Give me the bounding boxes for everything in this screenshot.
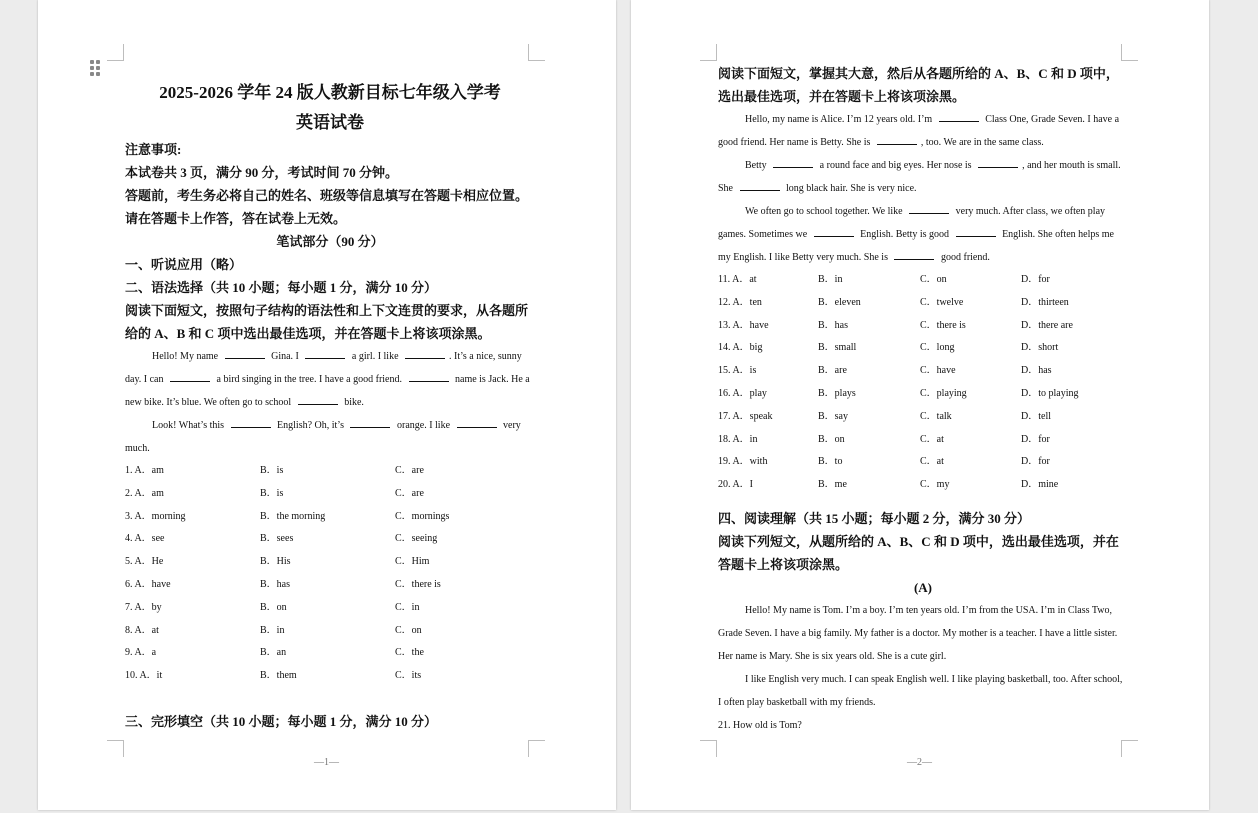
answer-blank (298, 395, 338, 405)
question-row: 13. A．have B．has C．there is D．there are (718, 319, 1073, 331)
question-21: 21. How old is Tom? (718, 719, 802, 731)
margin-corner-bottom-left (107, 740, 124, 757)
written-part-heading: 笔试部分（90 分） (276, 234, 384, 249)
question-row: 6. A．have B．has C．there is (125, 578, 441, 590)
section-4-heading: 四、阅读理解（共 15 小题；每小题 2 分，满分 30 分） (718, 510, 1031, 526)
question-row: 2. A．am B．is C．are (125, 487, 424, 499)
answer-blank (350, 418, 390, 428)
notice-heading: 注意事项: (125, 142, 182, 157)
question-row: 8. A．at B．in C．on (125, 624, 422, 636)
question-row: 12. A．ten B．eleven C．twelve D．thirteen (718, 296, 1069, 308)
answer-blank (894, 250, 934, 260)
answer-blank (305, 349, 345, 359)
answer-blank (877, 135, 917, 145)
question-row: 1. A．am B．is C．are (125, 465, 424, 476)
question-row: 14. A．big B．small C．long D．short (718, 342, 1059, 354)
section-2-heading: 二、语法选择（共 10 小题；每小题 1 分，满分 10 分） (125, 280, 438, 295)
cloze-questions (718, 269, 1128, 497)
question-row: 3. A．morning B．the morning C．mornings (125, 510, 450, 522)
margin-corner-top-left (700, 44, 717, 61)
question-row: 20. A．I B．me C．my D．mine (718, 479, 1059, 491)
exam-title: 2025-2026 学年 24 版人教新目标七年级入学考 (159, 83, 501, 102)
answer-blank (457, 418, 497, 428)
cloze-passage-paragraph: We often go to school together. We like very much. After class, we often play games. Sometimes we English. Betty is good English. She often helps me my English. I like Betty very much. She is good friend. (718, 206, 1114, 263)
cloze-passage-paragraph: Betty a round face and big eyes. Her nose is , and her mouth is small. She long black hair. She is very nice. (718, 160, 1121, 194)
answer-blank (225, 349, 265, 359)
answer-blank (978, 158, 1018, 168)
question-row: 10. A．it B．them C．its (125, 670, 422, 682)
margin-corner-bottom-left (700, 740, 717, 757)
grammar-passage-paragraph: Look! What’s this English? Oh, it’s orange. I like very much. (125, 420, 521, 454)
question-row: 5. A．He B．His C．Him (125, 556, 430, 568)
section-4-instructions: 阅读下列短文，从题所给的 A、B、C 和 D 项中，选出最佳选项，并在答题卡上将该项涂黑。 (718, 533, 1119, 572)
grammar-questions (125, 460, 535, 688)
notice-item: 请在答题卡上作答，答在试卷上无效。 (125, 211, 347, 226)
section-3-heading: 三、完形填空（共 10 小题；每小题 1 分，满分 10 分） (125, 713, 438, 729)
section-2-instructions: 阅读下面短文，按照句子结构的语法性和上下文连贯的要求，从各题所给的 A、B 和 C 项中选出最佳选项，并在答题卡上将该项涂黑。 (125, 303, 529, 341)
question-row: 4. A．see B．sees C．seeing (125, 533, 438, 545)
cloze-passage-paragraph: Hello, my name is Alice. I’m 12 years old. I’m Class One, Grade Seven. I have a good friend. Her name is Betty. She is , too. We are in the same class. (718, 114, 1120, 148)
drag-handle-icon[interactable] (90, 60, 100, 76)
page2-body (718, 62, 1128, 737)
exam-subtitle: 英语试卷 (296, 113, 364, 132)
margin-corner-top-right (1121, 44, 1138, 61)
reading-paragraph: Hello! My name is Tom. I’m a boy. I’m ten years old. I’m from the USA. I’m in Class Two, Grade Seven. I have a big family. My father is a doctor. My mother is a teacher. I have a little sister. Her name is Mary. She is six years old. She is a cute girl. (718, 604, 1118, 662)
grammar-passage-paragraph: Hello! My name Gina. I a girl. I like . It’s a nice, sunny day. I can a bird singing in the tree. I have a good friend. name is Jack. He a new bike. It’s blue. We often go to school bike. (125, 351, 530, 408)
answer-blank (405, 349, 445, 359)
question-row: 16. A．play B．plays C．playing D．to playing (718, 387, 1079, 399)
answer-blank (956, 227, 996, 237)
page1-body (125, 78, 535, 733)
question-row: 18. A．in B．on C．at D．for (718, 433, 1050, 445)
answer-blank (740, 181, 780, 191)
section-1-heading: 一、听说应用（略） (125, 257, 243, 272)
question-row: 17. A．speak B．say C．talk D．tell (718, 410, 1051, 422)
answer-blank (773, 158, 813, 168)
margin-corner-bottom-right (528, 740, 545, 757)
answer-blank (231, 418, 271, 428)
margin-corner-top-right (528, 44, 545, 61)
document-page-2 (631, 0, 1209, 810)
question-row: 15. A．is B．are C．have D．has (718, 365, 1052, 377)
answer-blank (814, 227, 854, 237)
answer-blank (909, 204, 949, 214)
question-row: 7. A．by B．on C．in (125, 601, 420, 613)
reading-paragraph: I like English very much. I can speak English well. I like playing basketball, too. After school, I often play basketball with my friends. (718, 673, 1123, 708)
margin-corner-top-left (107, 44, 124, 61)
cloze-instructions: 阅读下面短文，掌握其大意，然后从各题所给的 A、B、C 和 D 项中，选出最佳选项，并在答题卡上将该项涂黑。 (718, 66, 1119, 104)
question-row: 11. A．at B．in C．on D．for (718, 274, 1050, 285)
answer-blank (170, 372, 210, 382)
notice-item: 本试卷共 3 页，满分 90 分，考试时间 70 分钟。 (125, 165, 399, 180)
answer-blank (939, 112, 979, 122)
question-row: 9. A．a B．an C．the (125, 647, 424, 659)
page-number: —2— (907, 757, 932, 768)
question-row: 19. A．with B．to C．at D．for (718, 456, 1050, 468)
notice-item: 答题前，考生务必将自己的姓名、班级等信息填写在答题卡相应位置。 (125, 188, 529, 203)
margin-corner-bottom-right (1121, 740, 1138, 757)
document-page-1 (38, 0, 616, 810)
page-number: —1— (314, 757, 339, 768)
passage-label: (A) (913, 579, 933, 595)
answer-blank (409, 372, 449, 382)
